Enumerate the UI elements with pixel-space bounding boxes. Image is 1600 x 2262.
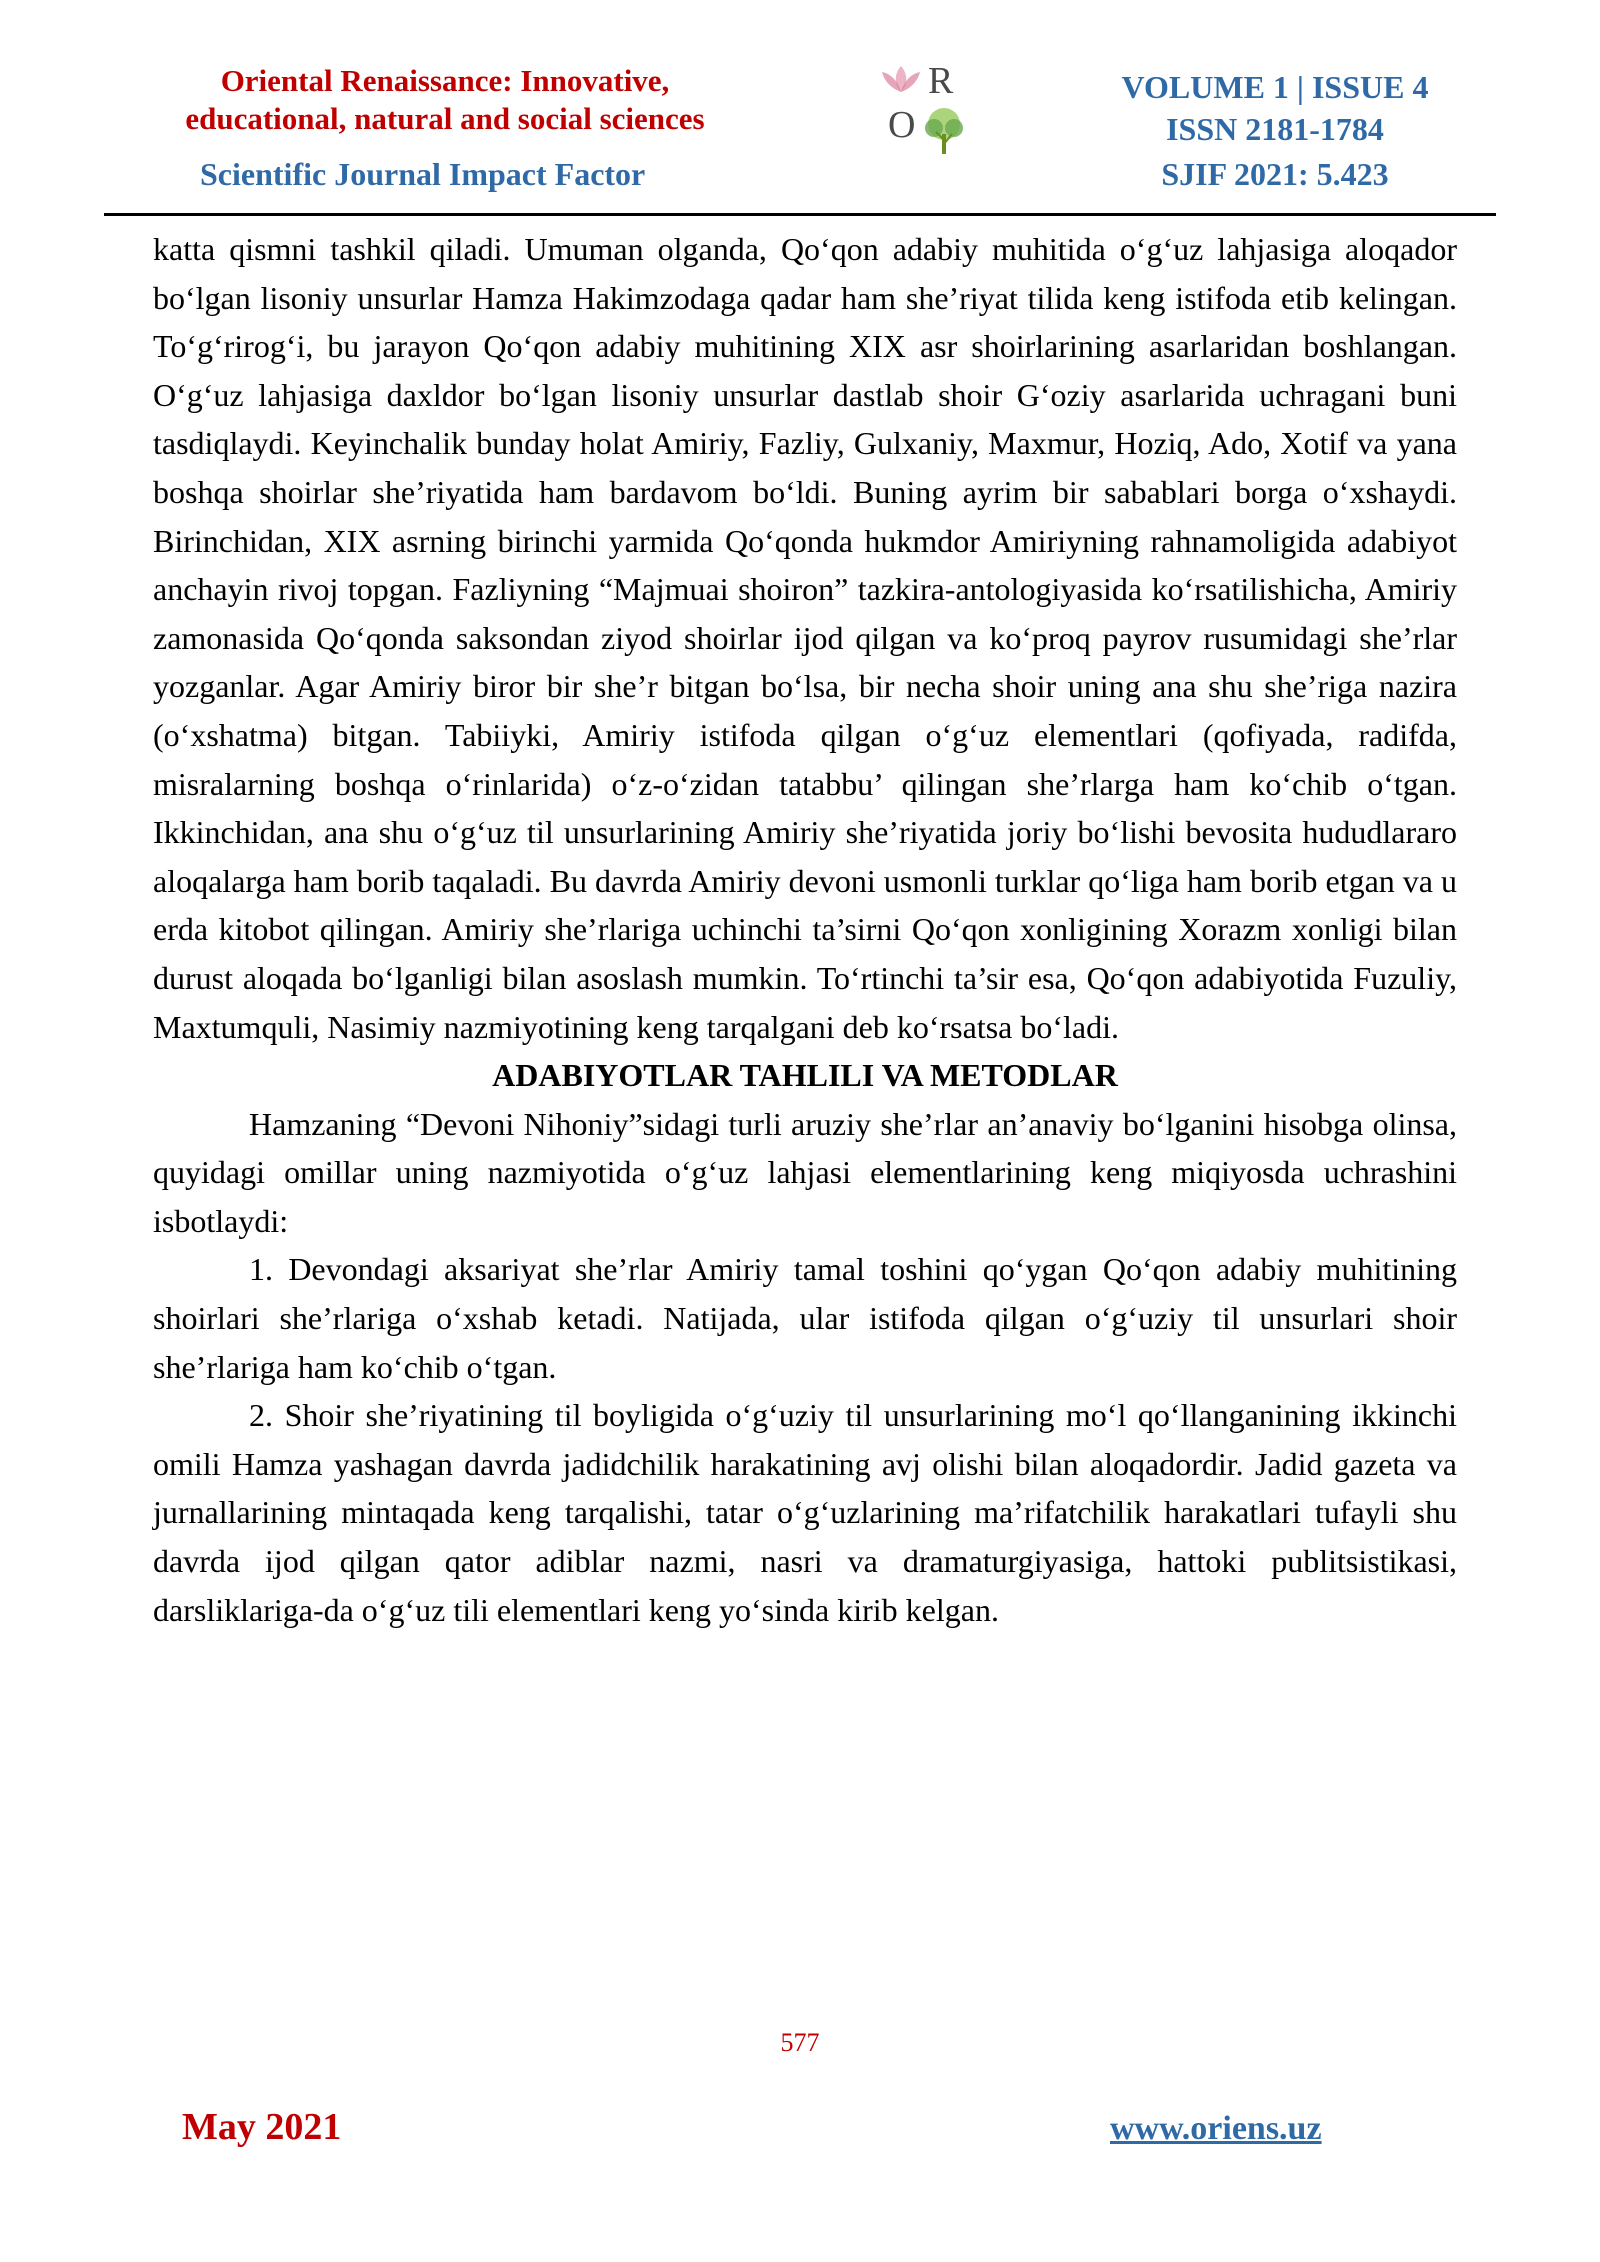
section-heading: ADABIYOTLAR TAHLILI VA METODLAR: [492, 1057, 1118, 1094]
footer-website-link[interactable]: www.oriens.uz: [1110, 2110, 1322, 2147]
volume-issue: VOLUME 1 | ISSUE 4: [1121, 69, 1429, 105]
journal-title-line2: educational, natural and social sciences: [185, 101, 705, 136]
paragraph-2: Hamzaning “Devoni Nihoniy”sidagi turli aruziy she’rlar an’anaviy bo‘lganini hisobga olinsa, quyidagi omillar uning nazmiyotida o‘g‘uz lahjasi elementlarining keng miqiyosda uchrashini isbotlaydi:: [153, 1105, 1457, 1239]
page-number: 577: [780, 2028, 820, 2057]
tree-icon: [922, 106, 966, 158]
logo-letter-o: O: [888, 104, 916, 146]
footer-date: May 2021: [182, 2106, 342, 2148]
header-divider: [104, 213, 1496, 216]
sjif-value: SJIF 2021: 5.423: [1161, 156, 1389, 192]
article-body: [153, 225, 1457, 1634]
impact-factor-label: Scientific Journal Impact Factor: [200, 156, 646, 192]
lotus-icon: [876, 64, 926, 94]
list-item-1: 1. Devondagi aksariyat she’rlar Amiriy tamal toshini qo‘ygan Qo‘qon adabiy muhitining shoirlari she’rlariga o‘xshab ketadi. Natijada, ular istifoda qilgan o‘g‘uziy til unsurlari shoir she’rlariga ham ko‘chib o‘tgan.: [153, 1251, 1457, 1385]
paragraph-1: katta qismni tashkil qiladi. Umuman olganda, Qo‘qon adabiy muhitida o‘g‘uz lahjasiga aloqador bo‘lgan lisoniy unsurlar Hamza Hakimzodaga qadar ham she’riyat tilida keng istifoda etib kelingan. To‘g‘rirog‘i, bu jarayon Qo‘qon adabiy muhitining XIX asr shoirlarining asarlaridan boshlangan. O‘g‘uz lahjasiga daxldor bo‘lgan lisoniy unsurlar dastlab shoir G‘oziy asarlarida uchragani buni tasdiqlaydi. Keyinchalik bunday holat Amiriy, Fazliy, Gulxaniy, Maxmur, Hoziq, Ado, Xotif va yana boshqa shoirlar she’riyatida ham bardavom bo‘ldi. Buning ayrim bir sabablari borga o‘xshaydi. Birinchidan, XIX asrning birinchi yarmida Qo‘qonda hukmdor Amiriyning rahnamoligida adabiyot anchayin rivoj topgan. Fazliyning “Majmuai shoiron” tazkira-antologiyasida ko‘rsatilishicha, Amiriy zamonasida Qo‘qonda saksondan ziyod shoirlar ijod qilgan va ko‘proq payrov rusumidagi she’rlar yozganlar. Agar Amiriy biror bir she’r bitgan bo‘lsa, bir necha shoir uning ana shu she’riga nazira (o‘xshatma) bitgan. Tabiiyki, Amiriy istifoda qilgan o‘g‘uz elementlari (qofiyada, radifda, misralarning boshqa o‘rinlarida) o‘z-o‘zidan tatabbu’ qilingan she’rlarga ham ko‘chib o‘tgan. Ikkinchidan, ana shu o‘g‘uz til unsurlarining Amiriy she’riyatida joriy bo‘lishi bevosita hududlararo aloqalarga ham borib taqaladi. Bu davrda Amiriy devoni usmonli turklar qo‘liga ham borib etgan va u erda kitobot qilingan. Amiriy she’rlariga uchinchi ta’sirni Qo‘qon xonligining Xorazm xonligi bilan durust aloqada bo‘lganligi bilan asoslash mumkin. To‘rtinchi ta’sir esa, Qo‘qon adabiyotida Fuzuliy, Maxtumquli, Nasimiy nazmiyotining keng tarqalgani deb ko‘rsatsa bo‘ladi.: [153, 231, 1457, 1045]
tree-logo-icon: [868, 60, 978, 160]
list-item-2: 2. Shoir she’riyatining til boyligida o‘g‘uziy til unsurlarining mo‘l qo‘llanganining ikkinchi omili Hamza yashagan davrda jadidchilik harakatining avj olishi bilan aloqadordir. Jadid gazeta va jurnallarining mintaqada keng tarqalishi, tatar o‘g‘uzlarining ma’rifatchilik harakatlari tufayli shu davrda ijod qilgan qator adiblar nazmi, nasri va dramaturgiyasiga, hattoki publitsistikasi, darsliklariga-da o‘g‘uz tili elementlari keng yo‘sinda kirib kelgan.: [153, 1397, 1457, 1628]
journal-title: [145, 62, 745, 138]
issn: ISSN 2181-1784: [1166, 111, 1384, 147]
journal-header: [0, 0, 1600, 215]
journal-title-line1: Oriental Renaissance: Innovative,: [220, 63, 670, 98]
volume-block: [1080, 66, 1470, 150]
logo-letter-r: R: [928, 60, 954, 102]
